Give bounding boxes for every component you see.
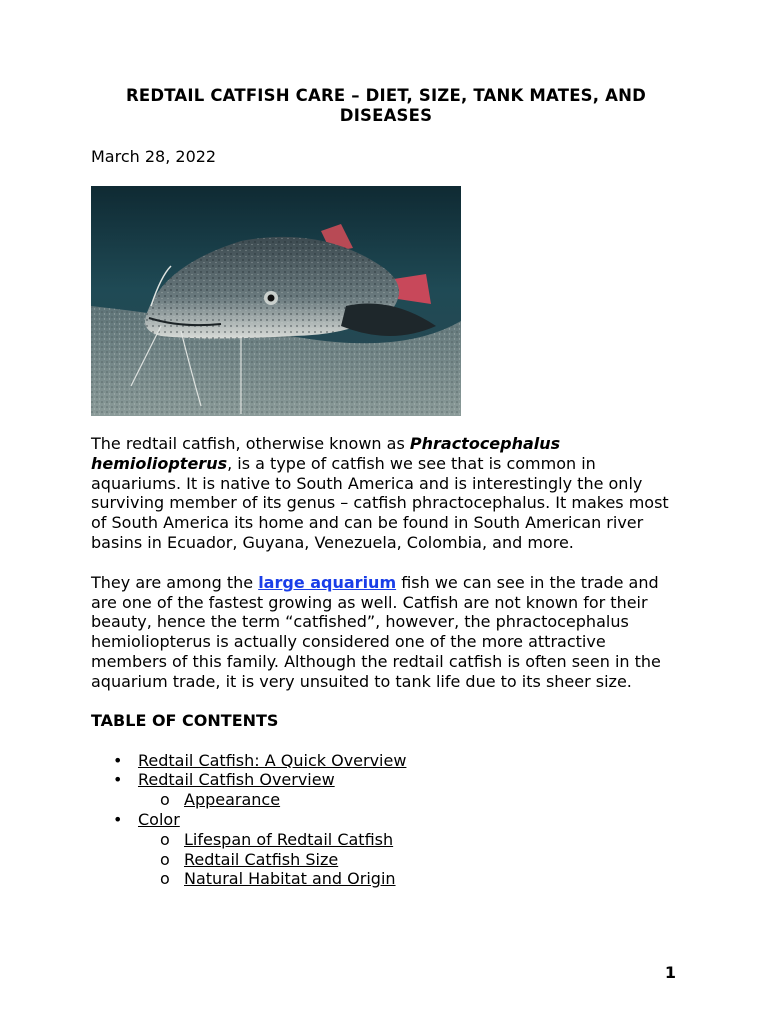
size-text-start: They are among the xyxy=(91,572,259,592)
intro-text-end: , is a type of catfish we see that is common in aquariums. It is native to South America and is interestingly the only surviving member of its genus – catfish phractocephalus. It makes most of South America its home and can be found in South American river basins in Ecuador, Guyana, Venezuela, Colombia, and more. xyxy=(91,453,669,552)
toc-link[interactable]: Redtail Catfish: A Quick Overview xyxy=(138,750,407,770)
toc-link[interactable]: Lifespan of Redtail Catfish xyxy=(184,829,394,849)
page-number: 1 xyxy=(664,963,676,982)
toc-subitem[interactable] xyxy=(91,830,681,850)
size-paragraph xyxy=(91,573,681,692)
document-page xyxy=(91,86,681,889)
size-text-end: fish we can see in the trade and are one of the fastest growing as well. Catfish are not known for their beauty, hence the term “catfished”, however, the phractocephalus hemioliopterus is actually considered one of the more attractive members of this family. Although the redtail catfish is often seen in the aquarium trade, it is very unsuited to tank life due to its sheer size. xyxy=(91,572,661,691)
toc-link[interactable]: Appearance xyxy=(184,790,281,810)
document-title: REDTAIL CATFISH CARE – DIET, SIZE, TANK MATES, AND DISEASES xyxy=(125,86,647,125)
toc-item[interactable] xyxy=(91,751,681,771)
bullet-icon: • xyxy=(113,770,123,790)
catfish-photo xyxy=(91,186,461,416)
bullet-icon: • xyxy=(113,809,123,829)
intro-text-start: The redtail catfish, otherwise known as xyxy=(91,434,410,453)
sub-bullet-icon: o xyxy=(160,869,170,889)
sub-bullet-icon: o xyxy=(160,849,170,869)
toc-item[interactable] xyxy=(91,810,681,830)
document-date: March 28, 2022 xyxy=(91,147,217,166)
toc-link[interactable]: Natural Habitat and Origin xyxy=(184,869,396,889)
species-name: Phractocephalus hemioliopterus xyxy=(91,434,561,473)
table-of-contents xyxy=(91,751,681,890)
sub-bullet-icon: o xyxy=(160,790,170,810)
toc-item[interactable] xyxy=(91,770,681,790)
toc-subitem[interactable] xyxy=(91,790,681,810)
toc-subitem[interactable] xyxy=(91,869,681,889)
toc-link[interactable]: Color xyxy=(138,809,180,829)
bullet-icon: • xyxy=(113,750,123,770)
toc-link[interactable]: Redtail Catfish Overview xyxy=(138,770,335,790)
toc-subitem[interactable] xyxy=(91,850,681,870)
toc-link[interactable]: Redtail Catfish Size xyxy=(184,849,339,869)
large-aquarium-link[interactable]: large aquarium xyxy=(258,572,397,592)
toc-heading: TABLE OF CONTENTS xyxy=(91,710,279,730)
sub-bullet-icon: o xyxy=(160,829,170,849)
intro-paragraph xyxy=(91,434,681,553)
